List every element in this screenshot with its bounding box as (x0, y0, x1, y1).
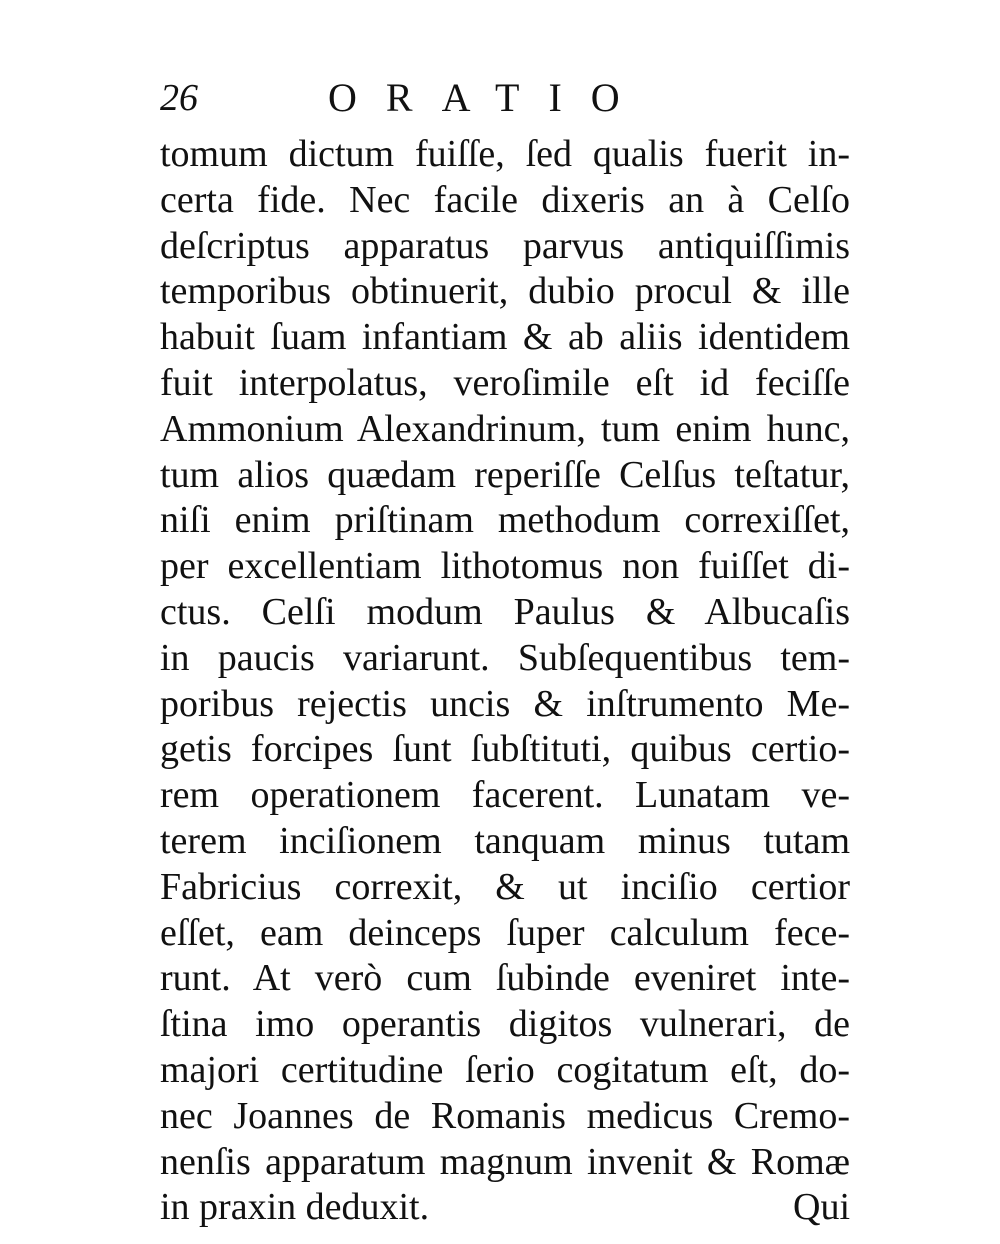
text-line: in paucis variarunt. Subſequentibus tem- (160, 636, 850, 679)
text-line: temporibus obtinuerit, dubio procul & ille (160, 270, 850, 313)
text-line: Fabricius correxit, & ut inciſio certior (160, 865, 850, 908)
text-line: niſi enim priſtinam methodum correxiſſet, (160, 499, 850, 542)
page-header (160, 68, 850, 128)
text-line: eſſet, eam deinceps ſuper calculum fece- (160, 911, 850, 954)
text-line: runt. At verò cum ſubinde eveniret inte- (160, 957, 850, 1000)
text-line: fuit interpolatus, veroſimile eſt id feciſſe (160, 361, 850, 404)
page-number: 26 (160, 77, 198, 119)
text-line: poribus rejectis uncis & inſtrumento Me- (160, 682, 850, 725)
catchword: Qui (793, 1186, 850, 1229)
text-line: tomum dictum fuiſſe, ſed qualis fuerit in- (160, 133, 850, 175)
text-line: rem operationem facerent. Lunatam ve- (160, 774, 850, 817)
text-line: ctus. Celſi modum Paulus & Albucaſis (160, 590, 850, 633)
text-line: per excellentiam lithotomus non fuiſſet di- (160, 545, 850, 588)
text-line: deſcriptus apparatus parvus antiquiſſimis (160, 224, 850, 267)
text-line: Ammonium Alexandrinum, tum enim hunc, (160, 407, 850, 450)
text-line: habuit ſuam infantiam & ab aliis identidem (160, 316, 850, 359)
body-text (160, 132, 850, 1231)
text-line: majori certitudine ſerio cogitatum eſt, do- (160, 1048, 850, 1091)
text-line: ſtina imo operantis digitos vulnerari, de (160, 1003, 850, 1046)
text-line-last: in praxin deduxit. (160, 1186, 430, 1229)
text-line: terem inciſionem tanquam minus tutam (160, 819, 850, 862)
text-line: getis forcipes ſunt ſubſtituti, quibus certio- (160, 728, 850, 771)
text-line: nec Joannes de Romanis medicus Cremo- (160, 1094, 850, 1137)
text-line: certa fide. Nec facile dixeris an à Celſo (160, 178, 850, 221)
running-title: ORATIO (328, 75, 649, 120)
text-line: tum alios quædam reperiſſe Celſus teſtatur, (160, 453, 850, 496)
final-line-row (160, 1185, 850, 1231)
text-line: nenſis apparatum magnum invenit & Romæ (160, 1140, 850, 1183)
